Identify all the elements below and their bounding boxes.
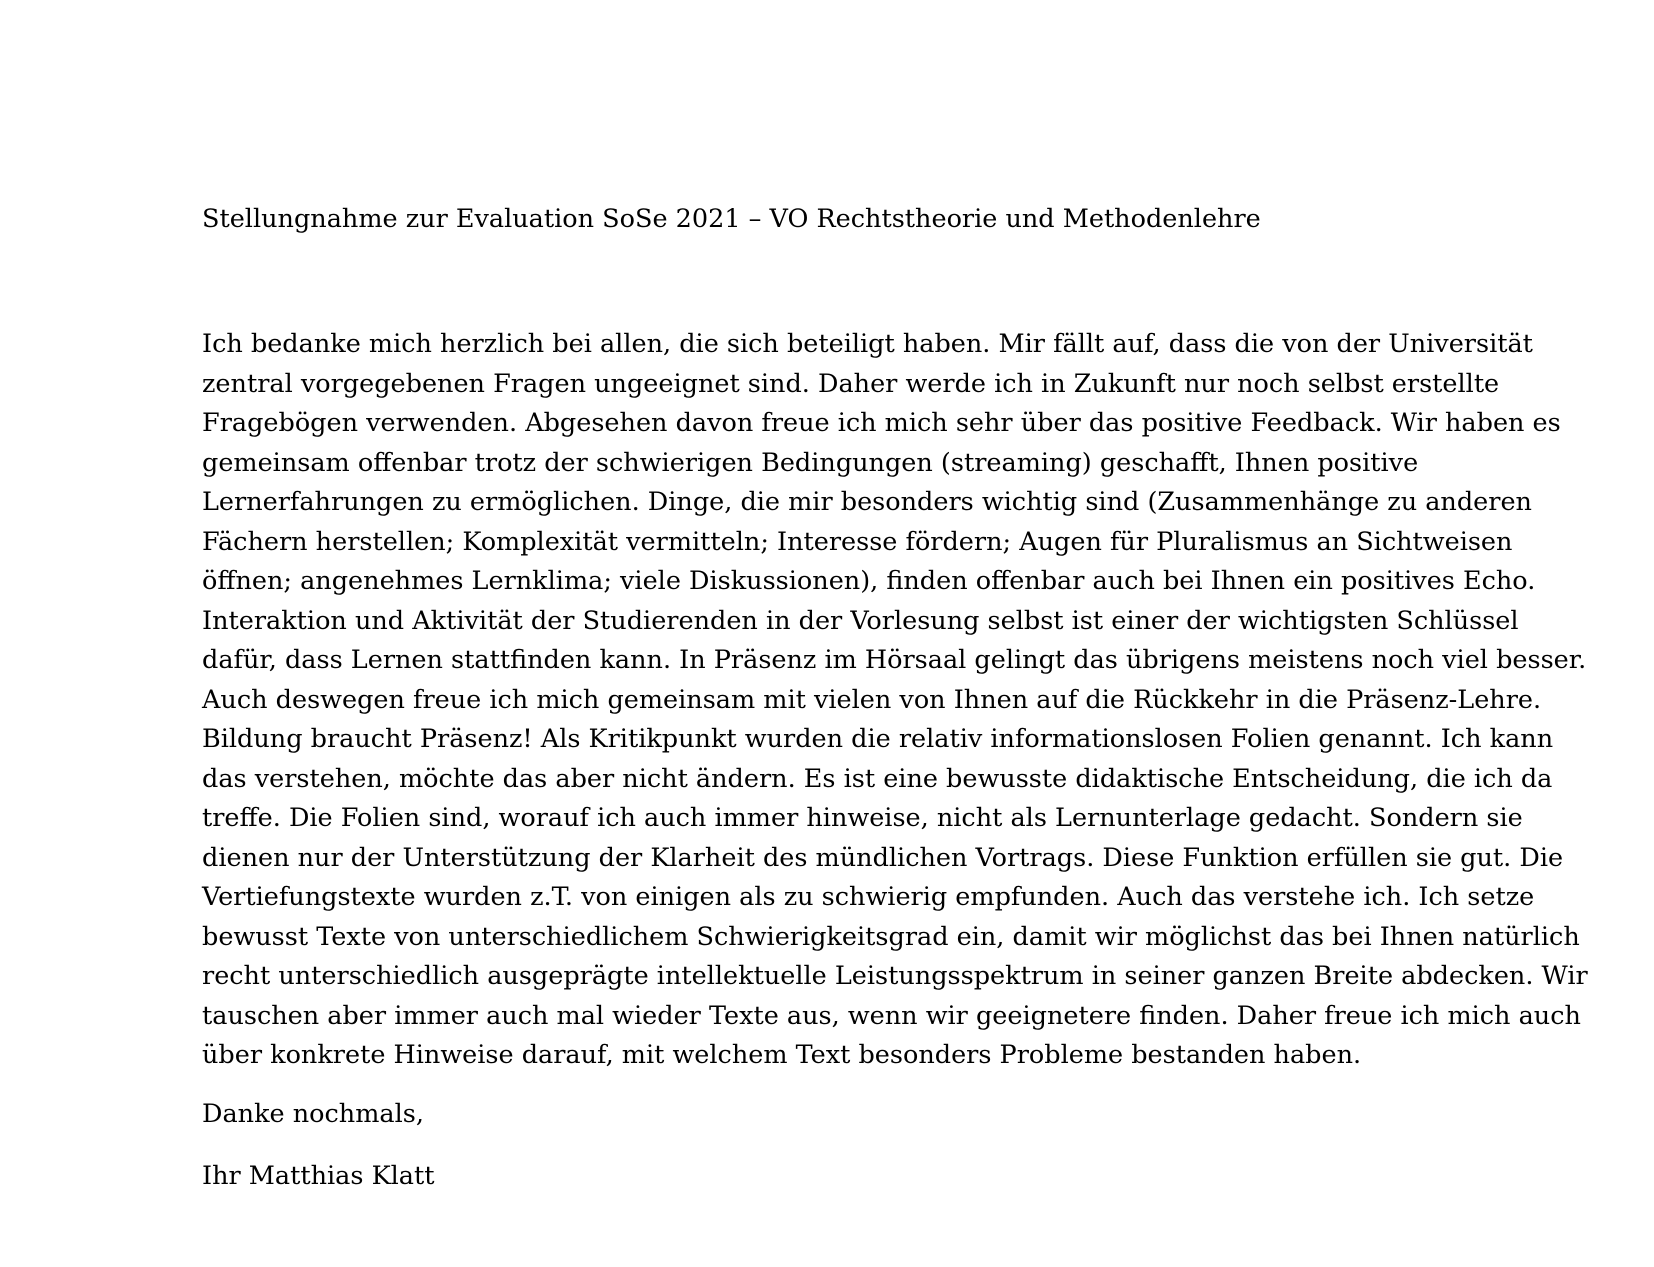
body-line: dienen nur der Unterstützung der Klarheit des mündlichen Vortrags. Diese Funktion erfüllen sie gut. Die — [202, 842, 1564, 873]
body-line: über konkrete Hinweise darauf, mit welchem Text besonders Probleme bestanden haben. — [202, 1040, 1362, 1070]
body-line: öffnen; angenehmes Lernklima; viele Diskussionen), finden offenbar auch bei Ihnen ein positives Echo. — [202, 566, 1536, 596]
document-body — [202, 325, 1588, 1076]
closing-line: Danke nochmals, — [202, 1099, 424, 1129]
body-line: dafür, dass Lernen stattfinden kann. In Präsenz im Hörsaal gelingt das übrigens meistens noch viel besser. — [202, 645, 1587, 675]
body-line: Interaktion und Aktivität der Studierenden in der Vorlesung selbst ist einer der wichtigsten Schlüssel — [202, 605, 1519, 636]
body-line: Lernerfahrungen zu ermöglichen. Dinge, die mir besonders wichtig sind (Zusammenhänge zu anderen — [202, 487, 1532, 517]
body-line: Bildung braucht Präsenz! Als Kritikpunkt wurden die relativ informationslosen Folien genannt. Ich kann — [202, 724, 1554, 754]
body-line: tauschen aber immer auch mal wieder Texte aus, wenn wir geeignetere finden. Daher freue ich mich auch — [202, 1000, 1581, 1031]
body-line: Vertiefungstexte wurden z.T. von einigen als zu schwierig empfunden. Auch das verstehe ich. Ich setze — [202, 882, 1535, 912]
body-line: Auch deswegen freue ich mich gemeinsam mit vielen von Ihnen auf die Rückkehr in die Präsenz-Lehre. — [202, 684, 1542, 715]
signature: Ihr Matthias Klatt — [202, 1161, 435, 1191]
body-line: zentral vorgegebenen Fragen ungeeignet sind. Daher werde ich in Zukunft nur noch selbst erstellte — [202, 368, 1500, 399]
document-title: Stellungnahme zur Evaluation SoSe 2021 – VO Rechtstheorie und Methodenlehre — [202, 204, 1261, 234]
body-line: Ich bedanke mich herzlich bei allen, die sich beteiligt haben. Mir fällt auf, dass die von der Universität — [202, 329, 1533, 359]
body-line: treffe. Die Folien sind, worauf ich auch immer hinweise, nicht als Lernunterlage gedacht. Sondern sie — [202, 803, 1523, 833]
body-line: Fragebögen verwenden. Abgesehen davon freue ich mich sehr über das positive Feedback. Wir haben es — [202, 408, 1561, 438]
body-line: das verstehen, möchte das aber nicht ändern. Es ist eine bewusste didaktische Entscheidung, die ich da — [202, 763, 1553, 794]
body-line: recht unterschiedlich ausgeprägte intellektuelle Leistungsspektrum in seiner ganzen Breite abdecken. Wir — [202, 961, 1588, 991]
body-line: gemeinsam offenbar trotz der schwierigen Bedingungen (streaming) geschafft, Ihnen positive — [202, 447, 1419, 478]
body-line: bewusst Texte von unterschiedlichem Schwierigkeitsgrad ein, damit wir möglichst das bei Ihnen natürlich — [202, 921, 1580, 952]
body-line: Fächern herstellen; Komplexität vermitteln; Interesse fördern; Augen für Pluralismus an Sichtweisen — [202, 526, 1513, 557]
